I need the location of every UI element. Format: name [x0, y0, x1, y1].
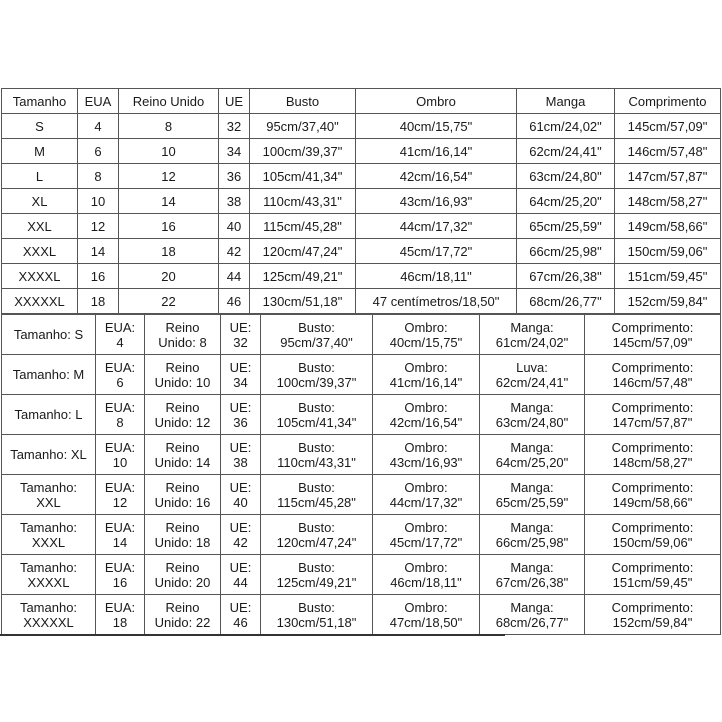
cell-line: 120cm/47,24"	[276, 534, 357, 550]
cell-line: 149cm/58,66"	[612, 494, 693, 510]
cell-line: Tamanho: S	[13, 327, 84, 342]
cell-line: Comprimento:	[611, 359, 694, 375]
cell-line: Ombro:	[404, 439, 448, 455]
table-cell	[261, 355, 373, 395]
cell-line: Comprimento:	[611, 319, 694, 335]
table-cell	[261, 315, 373, 355]
table-cell: 62cm/24,41"	[517, 139, 615, 164]
cell-line: 62cm/24,41"	[495, 374, 569, 390]
cell-line: 32	[233, 334, 248, 350]
cell-line: Ombro:	[404, 559, 448, 575]
cell-line: 38	[233, 454, 248, 470]
cell-line: Ombro:	[404, 399, 448, 415]
cell-line: EUA:	[104, 559, 136, 575]
cell-line: Unido: 12	[154, 414, 211, 430]
table-header-row	[2, 89, 721, 114]
table-cell	[261, 555, 373, 595]
table-cell	[145, 475, 221, 515]
cell-line: Tamanho:	[19, 599, 78, 615]
table-cell: 105cm/41,34"	[250, 164, 356, 189]
table-cell: 32	[219, 114, 250, 139]
table-row	[2, 595, 721, 635]
cell-line: EUA:	[104, 399, 136, 415]
table-cell	[480, 555, 585, 595]
table-cell: 42cm/16,54"	[356, 164, 517, 189]
column-header: EUA	[78, 89, 119, 114]
table-cell: 146cm/57,48"	[615, 139, 721, 164]
cell-line: 66cm/25,98"	[495, 534, 569, 550]
table-cell	[2, 355, 96, 395]
table-cell: L	[2, 164, 78, 189]
table-cell	[585, 515, 721, 555]
table-body	[2, 315, 721, 635]
table-cell	[585, 555, 721, 595]
table-cell	[585, 595, 721, 635]
table-cell	[145, 595, 221, 635]
cell-line: Reino	[165, 559, 200, 575]
cell-line: 47cm/18,50"	[389, 614, 463, 630]
table-cell	[373, 475, 480, 515]
cell-line: 64cm/25,20"	[495, 454, 569, 470]
table-cell	[221, 355, 261, 395]
cell-line: Unido: 16	[154, 494, 211, 510]
cell-line: Unido: 18	[154, 534, 211, 550]
cell-line: 110cm/43,31"	[277, 454, 356, 470]
table-row	[2, 164, 721, 189]
table-cell: 45cm/17,72"	[356, 239, 517, 264]
cell-line: 63cm/24,80"	[495, 414, 569, 430]
cell-line: Comprimento:	[611, 439, 694, 455]
cell-line: Unido: 10	[154, 374, 211, 390]
table-cell	[145, 355, 221, 395]
table-cell: 46	[219, 289, 250, 314]
table-cell: 151cm/59,45"	[615, 264, 721, 289]
cell-line: Ombro:	[404, 319, 448, 335]
table-cell	[2, 315, 96, 355]
table-cell: 64cm/25,20"	[517, 189, 615, 214]
table-cell	[145, 555, 221, 595]
cell-line: UE:	[229, 519, 252, 535]
table-cell	[373, 515, 480, 555]
table-cell: 4	[78, 114, 119, 139]
cell-line: 40	[233, 494, 248, 510]
table-cell	[585, 355, 721, 395]
cell-line: Comprimento:	[611, 519, 694, 535]
cell-line: Comprimento:	[611, 479, 694, 495]
cell-line: 36	[233, 414, 248, 430]
table-cell	[221, 515, 261, 555]
table-row	[2, 114, 721, 139]
cell-line: Manga:	[510, 439, 554, 455]
cell-line: Unido: 22	[154, 614, 211, 630]
cell-line: 16	[112, 574, 128, 590]
cell-line: 8	[116, 414, 124, 430]
cell-line: 130cm/51,18"	[276, 614, 357, 630]
cell-line: Manga:	[510, 599, 554, 615]
table-row	[2, 264, 721, 289]
cell-line: 105cm/41,34"	[276, 414, 357, 430]
cell-line: 6	[116, 374, 124, 390]
cell-line: Manga:	[510, 479, 554, 495]
table-cell: 66cm/25,98"	[517, 239, 615, 264]
table-cell: 44cm/17,32"	[356, 214, 517, 239]
table-cell: 148cm/58,27"	[615, 189, 721, 214]
cell-line: 68cm/26,77"	[495, 614, 569, 630]
table-cell	[480, 475, 585, 515]
cell-line: 115cm/45,28"	[277, 494, 356, 510]
table-cell: 36	[219, 164, 250, 189]
table-cell: 120cm/47,24"	[250, 239, 356, 264]
table-cell: 14	[78, 239, 119, 264]
table-cell: XXXL	[2, 239, 78, 264]
column-header: Comprimento	[615, 89, 721, 114]
table-cell: 41cm/16,14"	[356, 139, 517, 164]
cell-line: XXXL	[31, 534, 66, 550]
table-cell: 115cm/45,28"	[250, 214, 356, 239]
cell-line: Manga:	[510, 559, 554, 575]
table-cell: 100cm/39,37"	[250, 139, 356, 164]
table-cell	[2, 395, 96, 435]
cell-line: 10	[112, 454, 128, 470]
table-cell: 16	[119, 214, 219, 239]
table-cell	[221, 555, 261, 595]
table-cell	[480, 595, 585, 635]
cell-line: Reino	[165, 399, 200, 415]
cell-line: Ombro:	[404, 599, 448, 615]
cell-line: Reino	[165, 319, 200, 335]
cell-line: 46	[233, 614, 248, 630]
cell-line: Busto:	[298, 359, 335, 375]
table-row	[2, 315, 721, 355]
table-cell: 20	[119, 264, 219, 289]
cell-line: EUA:	[104, 439, 136, 455]
cell-line: 46cm/18,11"	[390, 574, 462, 590]
cell-line: UE:	[229, 479, 252, 495]
table-cell	[480, 355, 585, 395]
cell-line: 145cm/57,09"	[612, 334, 693, 350]
table-cell	[2, 515, 96, 555]
cell-line: UE:	[229, 399, 252, 415]
cell-line: EUA:	[104, 519, 136, 535]
table-cell	[96, 515, 145, 555]
cell-line: 44	[233, 574, 248, 590]
table-row	[2, 139, 721, 164]
table-cell	[480, 435, 585, 475]
cell-line: 45cm/17,72"	[389, 534, 463, 550]
cell-line: Manga:	[510, 399, 554, 415]
table-cell: 145cm/57,09"	[615, 114, 721, 139]
table-cell: 65cm/25,59"	[517, 214, 615, 239]
cell-line: 42	[233, 534, 248, 550]
table-cell	[373, 595, 480, 635]
table-cell: XXXXL	[2, 264, 78, 289]
cell-line: 148cm/58,27"	[612, 454, 693, 470]
cell-line: Reino	[165, 519, 200, 535]
table-cell: 149cm/58,66"	[615, 214, 721, 239]
cell-line: 40cm/15,75"	[389, 334, 463, 350]
cell-line: Unido: 14	[154, 454, 211, 470]
table-cell	[585, 475, 721, 515]
table-cell: 22	[119, 289, 219, 314]
table-cell	[145, 395, 221, 435]
cell-line: Reino	[165, 359, 200, 375]
table-cell: 38	[219, 189, 250, 214]
cell-line: 146cm/57,48"	[612, 374, 693, 390]
table-row	[2, 355, 721, 395]
table-cell: 10	[119, 139, 219, 164]
table-cell: 44	[219, 264, 250, 289]
table-cell	[373, 435, 480, 475]
column-header: Tamanho	[2, 89, 78, 114]
table-cell: 8	[119, 114, 219, 139]
cell-line: 43cm/16,93"	[389, 454, 463, 470]
cell-line: Comprimento:	[611, 559, 694, 575]
table-cell	[96, 315, 145, 355]
table-row	[2, 239, 721, 264]
cell-line: Comprimento:	[611, 399, 694, 415]
cell-line: 14	[112, 534, 128, 550]
table-cell	[373, 355, 480, 395]
cell-line: Unido: 8	[158, 334, 207, 350]
table-cell: 12	[78, 214, 119, 239]
cell-line: 125cm/49,21"	[276, 574, 357, 590]
cell-line: Comprimento:	[611, 599, 694, 615]
table-cell	[585, 395, 721, 435]
cell-line: Manga:	[510, 319, 554, 335]
table-cell: 46cm/18,11"	[356, 264, 517, 289]
cell-line: Reino	[165, 439, 200, 455]
column-header: Busto	[250, 89, 356, 114]
cell-line: XXXXL	[27, 574, 70, 590]
cell-line: 4	[116, 334, 124, 350]
cell-line: 65cm/25,59"	[495, 494, 569, 510]
table-cell: 152cm/59,84"	[615, 289, 721, 314]
table-cell: 6	[78, 139, 119, 164]
size-chart-table	[1, 88, 721, 314]
table-cell: 68cm/26,77"	[517, 289, 615, 314]
cell-line: 67cm/26,38"	[495, 574, 569, 590]
table-cell	[261, 595, 373, 635]
cell-line: Busto:	[298, 519, 335, 535]
cell-line: UE:	[229, 439, 252, 455]
cell-line: UE:	[229, 599, 252, 615]
cell-line: Busto:	[298, 479, 335, 495]
table-cell	[2, 475, 96, 515]
table-cell	[221, 435, 261, 475]
table-cell: XL	[2, 189, 78, 214]
divider	[0, 634, 505, 636]
column-header: Ombro	[356, 89, 517, 114]
table-cell: 125cm/49,21"	[250, 264, 356, 289]
table-cell: 40	[219, 214, 250, 239]
table-cell: XXXXXL	[2, 289, 78, 314]
table-cell	[2, 435, 96, 475]
table-body	[2, 114, 721, 314]
cell-line: UE:	[229, 559, 252, 575]
cell-line: UE:	[229, 359, 252, 375]
table-cell: 42	[219, 239, 250, 264]
cell-line: Tamanho:	[19, 479, 78, 495]
table-cell	[261, 475, 373, 515]
table-cell	[2, 555, 96, 595]
table-cell: 61cm/24,02"	[517, 114, 615, 139]
cell-line: Busto:	[298, 559, 335, 575]
cell-line: EUA:	[104, 359, 136, 375]
table-cell: M	[2, 139, 78, 164]
cell-line: Busto:	[298, 399, 335, 415]
size-chart-detail-table	[1, 314, 721, 635]
cell-line: Busto:	[298, 599, 335, 615]
table-cell: 12	[119, 164, 219, 189]
table-cell: 47 centímetros/18,50"	[356, 289, 517, 314]
table-cell	[261, 515, 373, 555]
table-cell	[145, 515, 221, 555]
table-cell: 63cm/24,80"	[517, 164, 615, 189]
cell-line: Ombro:	[404, 519, 448, 535]
cell-line: Tamanho: L	[14, 407, 83, 422]
cell-line: EUA:	[104, 479, 136, 495]
cell-line: 34	[233, 374, 248, 390]
table-cell: 150cm/59,06"	[615, 239, 721, 264]
cell-line: Tamanho: XL	[10, 447, 87, 462]
cell-line: 100cm/39,37"	[276, 374, 357, 390]
cell-line: EUA:	[104, 599, 136, 615]
cell-line: 151cm/59,45"	[612, 574, 693, 590]
cell-line: Busto:	[298, 319, 335, 335]
table-cell: 18	[119, 239, 219, 264]
cell-line: 152cm/59,84"	[612, 614, 693, 630]
table-row	[2, 555, 721, 595]
cell-line: EUA:	[104, 319, 136, 335]
table-row	[2, 214, 721, 239]
cell-line: XXL	[36, 494, 61, 510]
table-cell	[373, 395, 480, 435]
table-cell	[96, 475, 145, 515]
table-row	[2, 475, 721, 515]
table-cell: 16	[78, 264, 119, 289]
table-cell	[221, 595, 261, 635]
cell-line: Luva:	[516, 359, 548, 375]
cell-line: Busto:	[298, 439, 335, 455]
table-cell	[261, 395, 373, 435]
table-cell: S	[2, 114, 78, 139]
table-cell: 14	[119, 189, 219, 214]
table-cell: XXL	[2, 214, 78, 239]
table-cell: 40cm/15,75"	[356, 114, 517, 139]
table-row	[2, 435, 721, 475]
cell-line: XXXXXL	[23, 614, 74, 630]
cell-line: Ombro:	[404, 479, 448, 495]
cell-line: Manga:	[510, 519, 554, 535]
cell-line: UE:	[229, 319, 252, 335]
table-row	[2, 289, 721, 314]
table-cell	[261, 435, 373, 475]
table-row	[2, 395, 721, 435]
table-cell	[221, 395, 261, 435]
table-cell: 8	[78, 164, 119, 189]
table-cell: 34	[219, 139, 250, 164]
table-cell: 110cm/43,31"	[250, 189, 356, 214]
table-cell	[145, 435, 221, 475]
cell-line: 147cm/57,87"	[612, 414, 693, 430]
table-cell	[2, 595, 96, 635]
table-cell: 43cm/16,93"	[356, 189, 517, 214]
cell-line: Reino	[165, 479, 200, 495]
cell-line: 150cm/59,06"	[612, 534, 693, 550]
table-cell	[373, 315, 480, 355]
table-cell: 95cm/37,40"	[250, 114, 356, 139]
cell-line: Reino	[165, 599, 200, 615]
column-header: UE	[219, 89, 250, 114]
table-cell: 147cm/57,87"	[615, 164, 721, 189]
table-cell	[96, 595, 145, 635]
column-header: Reino Unido	[119, 89, 219, 114]
cell-line: 12	[112, 494, 128, 510]
table-cell	[145, 315, 221, 355]
cell-line: 42cm/16,54"	[389, 414, 463, 430]
table-cell: 67cm/26,38"	[517, 264, 615, 289]
table-cell: 130cm/51,18"	[250, 289, 356, 314]
table-cell: 18	[78, 289, 119, 314]
table-cell	[480, 315, 585, 355]
cell-line: 41cm/16,14"	[389, 374, 463, 390]
table-cell	[96, 355, 145, 395]
table-cell	[221, 315, 261, 355]
table-cell	[221, 475, 261, 515]
cell-line: 44cm/17,32"	[389, 494, 463, 510]
table-row	[2, 515, 721, 555]
cell-line: Tamanho:	[19, 519, 78, 535]
table-row	[2, 189, 721, 214]
table-cell	[480, 515, 585, 555]
table-cell	[96, 395, 145, 435]
table-cell	[480, 395, 585, 435]
table-cell	[96, 555, 145, 595]
cell-line: Tamanho: M	[12, 367, 85, 382]
cell-line: Tamanho:	[19, 559, 78, 575]
cell-line: 61cm/24,02"	[495, 334, 569, 350]
table-cell	[585, 435, 721, 475]
table-cell	[373, 555, 480, 595]
cell-line: 95cm/37,40"	[280, 334, 353, 350]
cell-line: Ombro:	[404, 359, 448, 375]
table-cell	[96, 435, 145, 475]
cell-line: Unido: 20	[154, 574, 211, 590]
table-cell	[585, 315, 721, 355]
column-header: Manga	[517, 89, 615, 114]
cell-line: 18	[112, 614, 128, 630]
table-cell: 10	[78, 189, 119, 214]
